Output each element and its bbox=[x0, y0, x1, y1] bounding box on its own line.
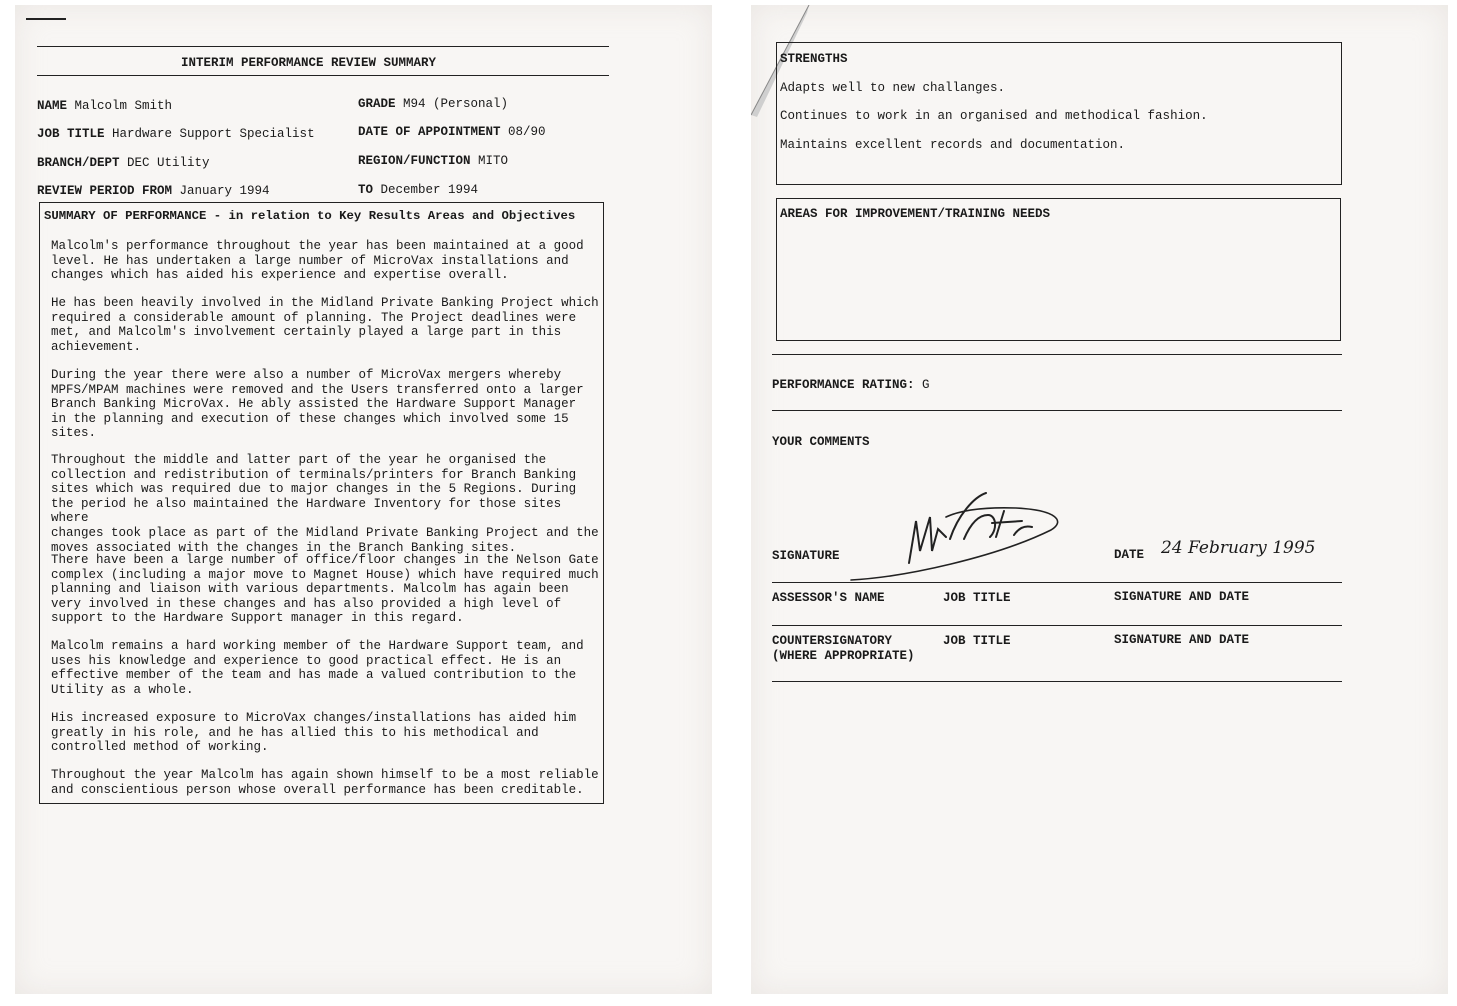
summary-paragraph: There have been a large number of office/floor changes in the Nelson Gate complex (including a major move to Magnet House) which have required much planning and liaison with various departments. Malcolm has again been very involved in these changes and has also provided a high level of support to the Hardware Support manager in this regard. bbox=[51, 553, 599, 626]
rule bbox=[772, 410, 1342, 411]
name-value: Malcolm Smith bbox=[74, 99, 173, 113]
rule bbox=[772, 582, 1342, 583]
branch-value: DEC Utility bbox=[127, 156, 210, 170]
countersignatory-signature-date-label: SIGNATURE AND DATE bbox=[1114, 633, 1250, 647]
strength-item: Continues to work in an organised and methodical fashion. bbox=[780, 109, 1208, 123]
region-label: REGION/FUNCTION bbox=[358, 154, 471, 168]
name-label: NAME bbox=[37, 99, 68, 113]
strength-item: Maintains excellent records and documentation. bbox=[780, 138, 1126, 152]
strengths-box bbox=[776, 42, 1342, 185]
summary-paragraph: Throughout the year Malcolm has again shown himself to be a most reliable and conscientious person whose overall performance has been creditable. bbox=[51, 768, 599, 797]
left-page bbox=[15, 5, 712, 994]
summary-paragraph: Throughout the middle and latter part of the year he organised the collection and redistribution of terminals/printers for Branch Banking sites which was required due to major changes in the 5 Regions. During the period he also maintained the Hardware Inventory for those sites where changes took place as part of the Midland Private Banking Project and the moves associated with the changes in the Branch Banking sites. bbox=[51, 453, 599, 555]
countersignatory-sub-label: (WHERE APPROPRIATE) bbox=[772, 649, 915, 663]
handwritten-signature bbox=[846, 485, 1076, 585]
summary-box bbox=[39, 202, 604, 804]
rule bbox=[772, 625, 1342, 626]
name-field bbox=[37, 98, 172, 114]
handwritten-date: 24 February 1995 bbox=[1161, 538, 1316, 558]
region-field bbox=[358, 153, 508, 169]
doa-value: 08/90 bbox=[508, 125, 546, 139]
title-rule-bottom bbox=[37, 75, 609, 76]
document-title: INTERIM PERFORMANCE REVIEW SUMMARY bbox=[181, 56, 437, 70]
strengths-heading: STRENGTHS bbox=[780, 52, 848, 66]
job-title-value: Hardware Support Specialist bbox=[112, 127, 315, 141]
grade-field bbox=[358, 96, 508, 112]
summary-heading: SUMMARY OF PERFORMANCE - in relation to Key Results Areas and Objectives bbox=[44, 209, 576, 223]
improvement-heading: AREAS FOR IMPROVEMENT/TRAINING NEEDS bbox=[780, 207, 1051, 221]
summary-paragraph: During the year there were also a number of MicroVax mergers whereby MPFS/MPAM machines were removed and the Users transferred onto a larger Branch Banking MicroVax. He ably assisted the Hardware Support Manager in the planning and execution of these changes which involved some 15 sites. bbox=[51, 368, 584, 441]
comments-label: YOUR COMMENTS bbox=[772, 435, 870, 449]
review-to-label: TO bbox=[358, 183, 374, 197]
summary-paragraph: He has been heavily involved in the Midland Private Banking Project which required a considerable amount of planning. The Project deadlines were met, and Malcolm's involvement certainly played a large part in this achievement. bbox=[51, 296, 599, 354]
staple-mark bbox=[26, 18, 66, 20]
rule bbox=[772, 681, 1342, 682]
performance-rating bbox=[772, 377, 930, 393]
improvement-box bbox=[776, 198, 1341, 341]
branch-label: BRANCH/DEPT bbox=[37, 156, 120, 170]
review-to-field bbox=[358, 182, 478, 198]
review-from-value: January 1994 bbox=[179, 184, 270, 198]
date-label: DATE bbox=[1114, 548, 1145, 562]
rating-label: PERFORMANCE RATING: bbox=[772, 378, 915, 392]
countersignatory-label: COUNTERSIGNATORY bbox=[772, 634, 893, 648]
review-to-value: December 1994 bbox=[380, 183, 479, 197]
review-from-field bbox=[37, 183, 270, 199]
region-value: MITO bbox=[478, 154, 509, 168]
review-from-label: REVIEW PERIOD FROM bbox=[37, 184, 173, 198]
job-title-field bbox=[37, 126, 315, 142]
title-rule-top bbox=[37, 46, 609, 47]
branch-field bbox=[37, 155, 210, 171]
rating-value: G bbox=[922, 378, 930, 392]
summary-paragraph: Malcolm's performance throughout the year has been maintained at a good level. He has undertaken a large number of MicroVax installations and changes which has aided his experience and expertise overall. bbox=[51, 239, 584, 283]
assessor-name-label: ASSESSOR'S NAME bbox=[772, 591, 885, 605]
assessor-signature-date-label: SIGNATURE AND DATE bbox=[1114, 590, 1250, 604]
countersignatory-job-title-label: JOB TITLE bbox=[943, 634, 1011, 648]
signature-label: SIGNATURE bbox=[772, 549, 840, 563]
rule bbox=[772, 354, 1342, 355]
assessor-job-title-label: JOB TITLE bbox=[943, 591, 1011, 605]
date-of-appointment-field bbox=[358, 124, 546, 140]
right-page bbox=[751, 5, 1448, 994]
strength-item: Adapts well to new challanges. bbox=[780, 81, 1006, 95]
summary-paragraph: Malcolm remains a hard working member of the Hardware Support team, and uses his knowledge and experience to good practical effect. He is an effective member of the team and has made a valued contribution to the Utility as a whole. bbox=[51, 639, 584, 697]
summary-paragraph: His increased exposure to MicroVax changes/installations has aided him greatly in his role, and he has allied this to his methodical and controlled method of working. bbox=[51, 711, 577, 755]
grade-label: GRADE bbox=[358, 97, 396, 111]
doa-label: DATE OF APPOINTMENT bbox=[358, 125, 501, 139]
job-title-label: JOB TITLE bbox=[37, 127, 105, 141]
grade-value: M94 (Personal) bbox=[403, 97, 509, 111]
